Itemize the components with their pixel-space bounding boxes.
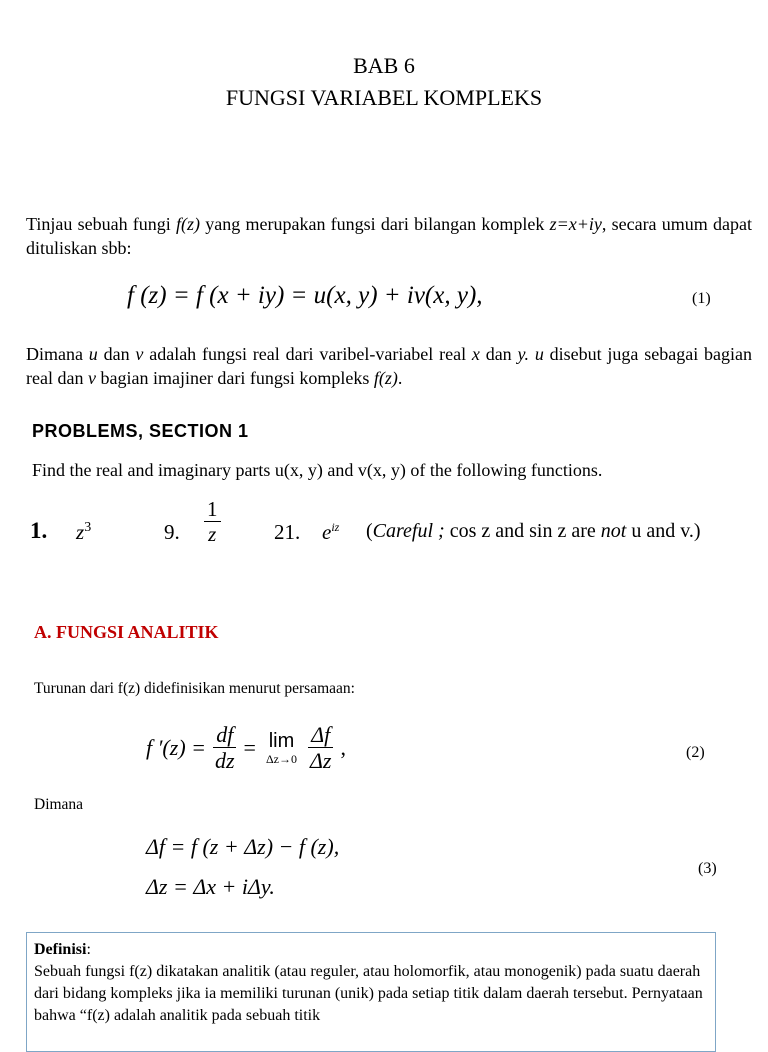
definition-label-line — [34, 939, 708, 961]
problems-instruction: Find the real and imaginary parts u(x, y) and v(x, y) of the following functions. — [32, 460, 603, 480]
definition-box — [26, 932, 716, 1052]
problem-1-number: 1. — [30, 518, 48, 543]
equation-2-lim: lim — [268, 729, 295, 752]
equation-3-line-1-text: Δf = f (z + Δz) − f (z), — [146, 834, 340, 859]
problem-9-denominator: z — [208, 522, 217, 547]
text: dan — [97, 344, 136, 364]
section-a-heading: A. FUNGSI ANALITIK — [34, 622, 219, 642]
definition-label: Definisi — [34, 941, 87, 958]
equation-2-dz: dz — [214, 748, 235, 774]
problem-9-fraction — [204, 497, 221, 546]
problem-21-number: 21. — [274, 520, 301, 544]
problem-1-exponent: 3 — [84, 520, 92, 535]
page-title: FUNGSI VARIABEL KOMPLEKS — [225, 85, 543, 110]
intro-text: yang merupakan fungsi dari bilangan komplek — [200, 214, 550, 234]
var-fz: f(z) — [373, 368, 398, 388]
dimana-label: Dimana — [34, 796, 84, 813]
equation-3-number: (3) — [698, 860, 717, 877]
problem-9-numerator: 1 — [204, 497, 221, 522]
problem-21-expr — [322, 520, 339, 545]
equation-1-number: (1) — [692, 290, 711, 307]
text: dan — [479, 344, 518, 364]
equation-1-text: f (z) = f (x + iy) = u(x, y) + iv(x, y), — [127, 282, 483, 309]
equation-2 — [146, 722, 346, 774]
var-y: y. — [517, 344, 529, 364]
var-v: v — [135, 344, 144, 364]
equation-2-comma: , — [340, 734, 346, 760]
var-u: u — [534, 344, 544, 364]
intro-fz: f(z) — [176, 214, 201, 234]
note-text: ( — [366, 520, 373, 542]
equation-2-df: df — [213, 722, 236, 748]
equation-3-line-1 — [146, 834, 339, 860]
equation-3-line-2-text: Δz = Δx + iΔy. — [146, 874, 275, 899]
section-a-intro: Turunan dari f(z) didefinisikan menurut persamaan: — [34, 680, 355, 697]
var-x: x — [471, 344, 480, 364]
dimana-paragraph — [26, 342, 752, 390]
equation-2-delta-z: Δz — [310, 748, 332, 774]
definition-colon: : — [86, 941, 91, 958]
text: . — [397, 368, 403, 388]
equation-2-lim-sub: Δz→0 — [265, 751, 298, 766]
text: disebut juga sebagai bagian real dan — [26, 344, 752, 388]
intro-text: Tinjau sebuah fungi — [26, 214, 177, 234]
problem-21-note — [366, 520, 701, 543]
equation-2-number: (2) — [686, 744, 705, 761]
text: Dimana — [26, 344, 89, 364]
problem-1-base: z — [76, 520, 85, 544]
equation-2-lhs: f ′(z) = — [146, 734, 206, 760]
intro-zdef: z=x+iy — [549, 214, 602, 234]
text: bagian imajiner dari fungsi kompleks — [95, 368, 374, 388]
note-not: not — [600, 520, 627, 542]
problem-9-number: 9. — [164, 520, 180, 544]
var-u: u — [88, 344, 98, 364]
intro-text: , secara umum dapat dituliskan sbb: — [26, 214, 752, 258]
problems-heading: PROBLEMS, SECTION 1 — [32, 421, 249, 441]
problem-21-base: e — [322, 520, 332, 544]
chapter-number: BAB 6 — [353, 53, 415, 78]
note-text: u and v.) — [626, 520, 701, 542]
var-v: v — [87, 368, 96, 388]
equation-1 — [127, 282, 483, 310]
equation-3-line-2 — [146, 874, 275, 900]
note-careful: Careful ; — [372, 520, 445, 542]
equation-2-equals: = — [243, 734, 256, 760]
intro-paragraph — [26, 212, 752, 260]
equation-2-delta-f: Δf — [308, 722, 333, 748]
text: adalah fungsi real dari varibel-variabel real — [143, 344, 472, 364]
definition-text: Sebuah fungsi f(z) dikatakan analitik (atau reguler, atau holomorfik, atau monogenik) pada suatu daerah dari bidang kompleks jika ia memiliki turunan (unik) pada setiap titik dalam daerah tersebut. Pernyataan bahwa “f(z) adalah analitik pada sebuah titik — [34, 963, 703, 1024]
problem-1-expr — [76, 520, 91, 545]
problem-21-exponent: iz — [331, 520, 340, 534]
note-text: cos z and sin z are — [444, 520, 601, 542]
equation-2-limit — [266, 730, 297, 766]
